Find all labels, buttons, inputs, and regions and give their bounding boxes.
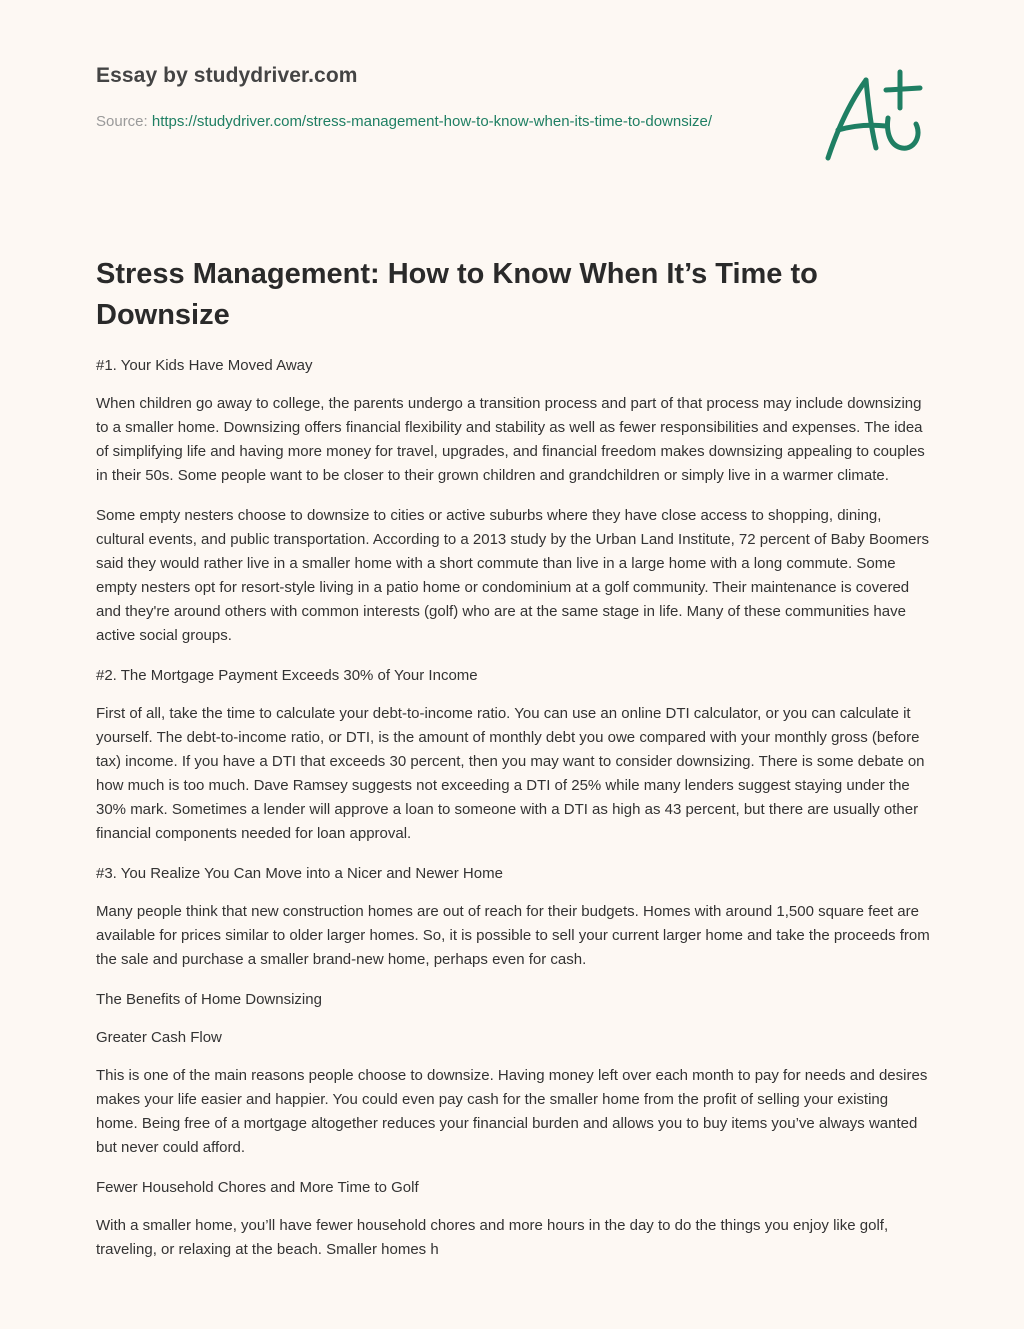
paragraph: When children go away to college, the parents undergo a transition process and part of that process may include downsizing to a smaller home. Downsizing offers financial flexibility and stability as well as fewer responsibilities and expenses. The idea of simplifying life and having more money for travel, upgrades, and financial freedom makes downsizing appealing to couples in their 50s. Some people want to be closer to their grown children and grandchildren or simply live in a warmer climate. <box>96 395 925 484</box>
essay-title: Stress Management: How to Know When It’s Time to Downsize <box>96 258 818 331</box>
paragraph: With a smaller home, you’ll have fewer household chores and more hours in the day to do the things you enjoy like golf, traveling, or relaxing at the beach. Smaller homes h <box>96 1217 889 1258</box>
site-brand: Essay by studydriver.com <box>96 64 358 87</box>
paragraph: Some empty nesters choose to downsize to cities or active suburbs where they have close access to shopping, dining, cultural events, and public transportation. According to a 2013 study by the Urban Land Institute, 72 percent of Baby Boomers said they would rather live in a smaller home with a short commute than live in a large home with a long commute. Some empty nesters opt for resort-style living in a patio home or condominium at a golf community. Their maintenance is covered and they're around others with common interests (golf) who are at the same stage in life. Many of these communities have active social groups. <box>96 507 930 644</box>
section-heading: The Benefits of Home Downsizing <box>96 991 322 1008</box>
a-plus-logo-icon <box>816 66 928 166</box>
section-heading: #1. Your Kids Have Moved Away <box>96 357 313 374</box>
section-heading: #2. The Mortgage Payment Exceeds 30% of Your Income <box>96 667 478 684</box>
paragraph: Many people think that new construction homes are out of reach for their budgets. Homes with around 1,500 square feet are available for prices similar to older larger homes. So, it is possible to sell your current larger home and take the proceeds from the sale and purchase a smaller brand-new home, perhaps even for cash. <box>96 903 930 968</box>
source-label: Source: <box>96 113 152 130</box>
section-heading: Fewer Household Chores and More Time to Golf <box>96 1179 419 1196</box>
section-heading: Greater Cash Flow <box>96 1029 222 1046</box>
essay-body <box>96 354 930 1278</box>
source-link[interactable]: https://studydriver.com/stress-management-how-to-know-when-its-time-to-downsize/ <box>151 113 713 130</box>
source-line <box>96 110 756 134</box>
paragraph: This is one of the main reasons people choose to downsize. Having money left over each month to pay for needs and desires makes your life easier and happier. You could even pay cash for the smaller home from the profit of selling your existing home. Being free of a mortgage altogether reduces your financial burden and allows you to buy items you’ve always wanted but never could afford. <box>96 1067 928 1156</box>
section-heading: #3. You Realize You Can Move into a Nicer and Newer Home <box>96 865 503 882</box>
paragraph: First of all, take the time to calculate your debt-to-income ratio. You can use an online DTI calculator, or you can calculate it yourself. The debt-to-income ratio, or DTI, is the amount of monthly debt you owe compared with your monthly gross (before tax) income. If you have a DTI that exceeds 30 percent, then you may want to consider downsizing. There is some debate on how much is too much. Dave Ramsey suggests not exceeding a DTI of 25% while many lenders suggest staying under the 30% mark. Sometimes a lender will approve a loan to someone with a DTI as high as 43 percent, but there are usually other financial components needed for loan approval. <box>96 705 925 842</box>
